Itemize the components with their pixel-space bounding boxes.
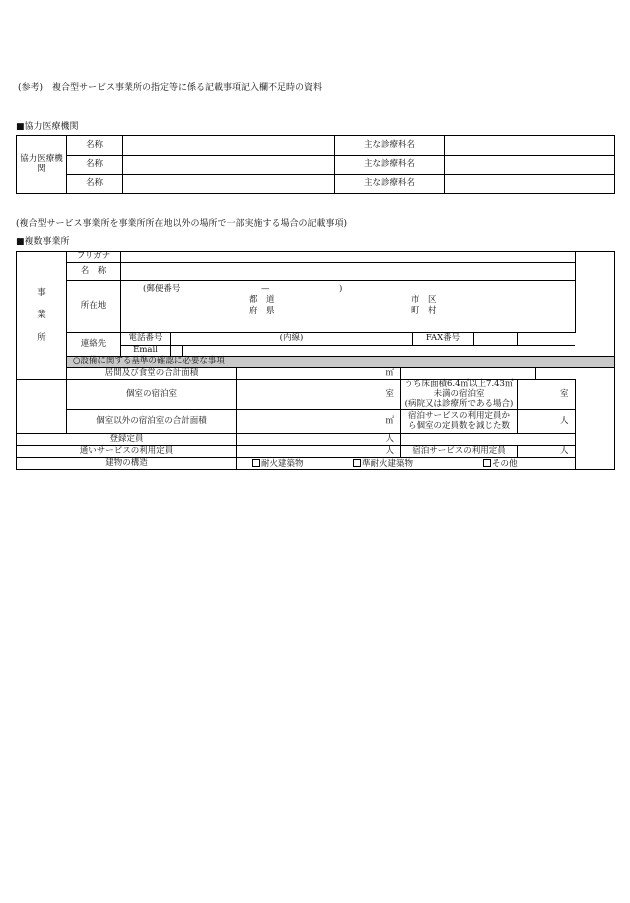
- person-unit: 人: [559, 415, 569, 426]
- sqm-unit: ㎡: [385, 367, 394, 378]
- phone-input[interactable]: [171, 333, 413, 346]
- email-spacer: [183, 346, 576, 357]
- person-unit: 人: [385, 433, 394, 444]
- structure-option-other[interactable]: [483, 459, 518, 469]
- multi-office-table: [16, 251, 615, 470]
- small-room-label: うち床面積6.4㎡以上7.43㎡未満の宿泊室 (病院又は診療所である場合): [401, 380, 518, 410]
- city-top: 市 区: [411, 294, 437, 305]
- checkbox-icon[interactable]: [252, 459, 260, 467]
- structure-option-fireproof[interactable]: [252, 459, 304, 469]
- option-label: 耐火建築物: [261, 459, 304, 470]
- registered-spacer: [401, 434, 576, 446]
- office-label-char: 業: [37, 310, 46, 321]
- structure-options: [237, 458, 576, 470]
- office-label-char: 所: [37, 332, 46, 343]
- postal-close: ): [339, 283, 343, 294]
- address-label: 所在地: [67, 281, 121, 333]
- coop-name-label: 名称: [67, 175, 123, 194]
- checkbox-icon[interactable]: [483, 459, 491, 467]
- multi-site-note: (複合型サービス事業所を事業所所在地以外の場所で一部実施する場合の記載事項): [16, 219, 348, 229]
- coop-institution-table: [16, 135, 615, 194]
- address-input[interactable]: [121, 281, 576, 333]
- office-label-char: 事: [37, 288, 46, 299]
- name-input[interactable]: [121, 263, 576, 281]
- day-capacity-input[interactable]: [237, 446, 401, 458]
- small-room-input[interactable]: [518, 380, 576, 410]
- non-private-label: 個室以外の宿泊室の合計面積: [67, 410, 237, 434]
- coop-dept-label: 主な診療科名: [335, 175, 445, 194]
- overnight-capacity-label: 宿泊サービスの利用定員か ら個室の定員数を減じた数: [401, 410, 518, 434]
- furigana-input[interactable]: [121, 252, 576, 263]
- overnight-capacity-input[interactable]: [518, 410, 576, 434]
- criteria-header: ○設備に関する基準の確認に必要な事項: [67, 357, 615, 368]
- email-label: Email: [121, 346, 171, 357]
- structure-label: 建物の構造: [17, 458, 237, 470]
- private-room-label: 個室の宿泊室: [67, 380, 237, 410]
- non-private-input[interactable]: [237, 410, 401, 434]
- coop-dept-input[interactable]: [445, 136, 615, 156]
- fax-input[interactable]: [474, 333, 518, 346]
- coop-dept-input[interactable]: [445, 175, 615, 194]
- coop-section-title: ■協力医療機関: [16, 122, 79, 132]
- coop-dept-label: 主な診療科名: [335, 156, 445, 175]
- private-room-input[interactable]: [237, 380, 401, 410]
- multi-section-title: ■複数事業所: [16, 237, 70, 247]
- contact-label: 連絡先: [67, 333, 121, 357]
- coop-name-input[interactable]: [123, 175, 335, 194]
- prefecture-top: 都 道: [249, 294, 275, 305]
- option-label: その他: [492, 459, 518, 470]
- living-dining-input[interactable]: [237, 368, 401, 380]
- coop-group-label: 協力医療機関: [17, 136, 67, 194]
- structure-option-semi-fireproof[interactable]: [353, 459, 413, 469]
- coop-name-input[interactable]: [123, 156, 335, 175]
- overnight-input[interactable]: [518, 446, 576, 458]
- postal-dash: —: [261, 283, 270, 294]
- option-label: 準耐火建築物: [362, 459, 414, 470]
- postal-label: (郵便番号: [143, 283, 181, 294]
- room-unit: 室: [385, 388, 394, 399]
- living-dining-spacer: [401, 368, 536, 380]
- page-heading: (参考) 複合型サービス事業所の指定等に係る記載事項記入欄不足時の資料: [18, 83, 323, 93]
- registered-input[interactable]: [237, 434, 401, 446]
- prefecture-bottom: 府 県: [249, 305, 275, 316]
- extension-label: (内線): [279, 333, 304, 344]
- living-dining-label: 居間及び食堂の合計面積: [67, 368, 237, 380]
- email-input[interactable]: [171, 346, 183, 357]
- contact-spacer: [518, 333, 576, 346]
- registered-label: 登録定員: [17, 434, 237, 446]
- coop-name-label: 名称: [67, 156, 123, 175]
- overnight-label: 宿泊サービスの利用定員: [401, 446, 518, 458]
- furigana-label: フリガナ: [67, 252, 121, 263]
- phone-label: 電話番号: [121, 333, 171, 346]
- room-unit: 室: [559, 388, 569, 399]
- coop-dept-label: 主な診療科名: [335, 136, 445, 156]
- checkbox-icon[interactable]: [353, 459, 361, 467]
- day-capacity-label: 通いサービスの利用定員: [17, 446, 237, 458]
- sqm-unit: ㎡: [385, 415, 394, 426]
- coop-name-label: 名称: [67, 136, 123, 156]
- person-unit: 人: [559, 445, 569, 456]
- name-label: 名 称: [67, 263, 121, 281]
- coop-dept-input[interactable]: [445, 156, 615, 175]
- fax-label: FAX番号: [413, 333, 474, 346]
- criteria-left-spacer: [17, 380, 67, 434]
- person-unit: 人: [385, 445, 394, 456]
- office-vertical-label: [17, 252, 67, 380]
- city-bottom: 町 村: [411, 305, 437, 316]
- coop-name-input[interactable]: [123, 136, 335, 156]
